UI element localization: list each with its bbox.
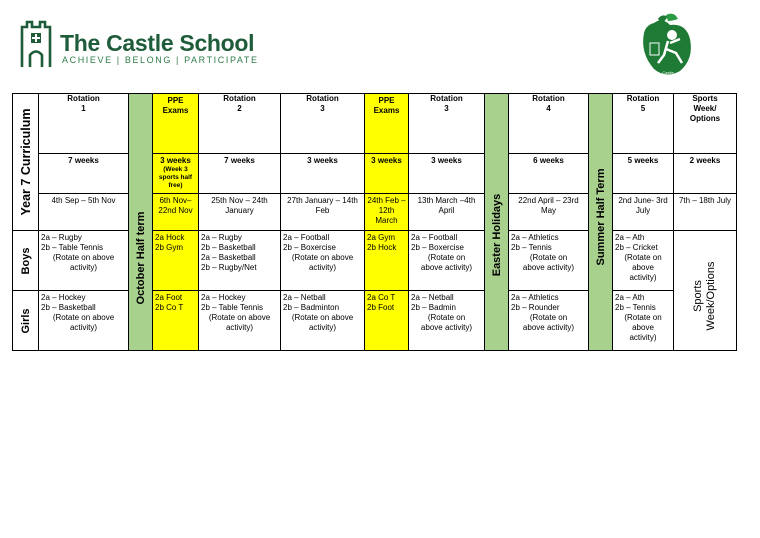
boys-ppe-1	[153, 231, 199, 291]
activity-line: 2b Gym	[155, 243, 184, 252]
activity-line: 2a – Ath	[615, 293, 645, 302]
activity-line: 2b – Rugby/Net	[201, 263, 257, 272]
sports-crest-icon	[636, 13, 696, 79]
activity-line: 2b – Table Tennis	[201, 303, 263, 312]
activity-line: above activity)	[522, 263, 575, 272]
activity-line: 2a – Athletics	[511, 293, 559, 302]
activity-line: (Rotate on	[427, 253, 466, 262]
activity-line: above activity)	[522, 323, 575, 332]
activity-line: 2a – Hockey	[41, 293, 86, 302]
activity-line: 2a – Rugby	[41, 233, 82, 242]
activity-line: 2b Foot	[367, 303, 395, 312]
ppe-1-note: (Week 3 sports half free)	[158, 166, 193, 189]
header-sports-week: Sports Week/ Options	[674, 94, 737, 154]
activity-line: 2a – Hockey	[201, 293, 246, 302]
timetable	[12, 93, 737, 351]
activity-line: 2b Co T	[155, 303, 184, 312]
weeks-rotation-1: 7 weeks	[39, 154, 129, 194]
header-rotation-3a: Rotation 3	[281, 94, 365, 154]
activity-line: 2a Foot	[155, 293, 183, 302]
activity-line: 2b – Rounder	[511, 303, 560, 312]
weeks-rotation-2: 7 weeks	[199, 154, 281, 194]
activity-line: 2a – Ath	[615, 233, 645, 242]
weeks-rotation-5: 5 weeks	[613, 154, 674, 194]
girls-rotation-4	[509, 291, 589, 351]
activity-line: 2a Gym	[367, 233, 396, 242]
header-ppe-exams-1: PPE Exams	[153, 94, 199, 154]
october-half-term: October Half term	[129, 94, 153, 351]
activity-line: 2a – Football	[283, 233, 330, 242]
activity-line: activity)	[308, 323, 337, 332]
activity-line: activity)	[69, 263, 98, 272]
dates-ppe-2: 24th Feb – 12th March	[365, 194, 409, 231]
activity-line: (Rotate on above	[52, 253, 115, 262]
activity-line: 2a – Athletics	[511, 233, 559, 242]
dates-rotation-5: 2nd June- 3rd July	[613, 194, 674, 231]
activity-line: 2b – Boxercise	[283, 243, 336, 252]
activity-line: 2b – Tennis	[615, 303, 656, 312]
dates-sports: 7th – 18th July	[674, 194, 737, 231]
weeks-rotation-3a: 3 weeks	[281, 154, 365, 194]
girls-rotation-3b	[409, 291, 485, 351]
activity-line: (Rotate on	[529, 313, 568, 322]
girls-ppe-1	[153, 291, 199, 351]
weeks-sports: 2 weeks	[674, 154, 737, 194]
activity-line: activity)	[629, 273, 657, 282]
activity-line: 2a – Basketball	[201, 253, 256, 262]
boys-rotation-3a	[281, 231, 365, 291]
castle-logo-icon	[19, 19, 53, 69]
weeks-ppe-2: 3 weeks	[365, 154, 409, 194]
summer-half-term: Summer Half Term	[589, 94, 613, 351]
boys-ppe-2	[365, 231, 409, 291]
girls-rotation-3a	[281, 291, 365, 351]
header-ppe-exams-2: PPE Exams	[365, 94, 409, 154]
school-motto: ACHIEVE | BELONG | PARTICIPATE	[62, 55, 259, 65]
dates-rotation-1: 4th Sep – 5th Nov	[39, 194, 129, 231]
activity-line: activity)	[308, 263, 337, 272]
activity-line: above	[632, 263, 654, 272]
activity-line: 2b – Boxercise	[411, 243, 464, 252]
dates-rotation-3b: 13th March –4th April	[409, 194, 485, 231]
activity-line: 2a Hock	[155, 233, 185, 242]
activity-line: above activity)	[420, 263, 473, 272]
boys-rotation-4	[509, 231, 589, 291]
activity-line: above	[632, 323, 654, 332]
girls-label: Girls	[13, 291, 39, 351]
girls-ppe-2	[365, 291, 409, 351]
activity-line: 2b – Cricket	[615, 243, 658, 252]
dates-ppe-1: 6th Nov– 22nd Nov	[153, 194, 199, 231]
year7-curriculum-label: Year 7 Curriculum	[13, 94, 39, 231]
activity-line: 2b – Table Tennis	[41, 243, 103, 252]
activity-line: (Rotate on	[624, 313, 662, 322]
girls-rotation-2	[199, 291, 281, 351]
activity-line: 2a Co T	[367, 293, 396, 302]
activity-line: (Rotate on	[624, 253, 662, 262]
page-header	[0, 0, 760, 85]
activity-line: 2a – Netball	[283, 293, 326, 302]
activity-line: (Rotate on above	[208, 313, 271, 322]
activity-line: (Rotate on above	[52, 313, 115, 322]
activity-line: 2b Hock	[367, 243, 397, 252]
activity-line: above activity)	[420, 323, 473, 332]
svg-text:Castle: Castle	[662, 70, 674, 75]
school-name: The Castle School	[60, 30, 255, 56]
dates-rotation-2: 25th Nov – 24th January	[199, 194, 281, 231]
boys-rotation-2	[199, 231, 281, 291]
weeks-rotation-4: 6 weeks	[509, 154, 589, 194]
activity-line: activity)	[225, 323, 254, 332]
activity-line: (Rotate on	[427, 313, 466, 322]
activity-line: 2b – Badmin	[411, 303, 456, 312]
activity-line: 2a – Netball	[411, 293, 454, 302]
girls-rotation-1	[39, 291, 129, 351]
header-rotation-5: Rotation 5	[613, 94, 674, 154]
activity-line: 2b – Badminton	[283, 303, 340, 312]
header-rotation-4: Rotation 4	[509, 94, 589, 154]
dates-rotation-3a: 27th January – 14th Feb	[281, 194, 365, 231]
activity-line: 2a – Rugby	[201, 233, 242, 242]
activity-line: activity)	[629, 333, 657, 342]
girls-rotation-5	[613, 291, 674, 351]
activity-line: 2b – Basketball	[201, 243, 256, 252]
boys-rotation-1	[39, 231, 129, 291]
boys-label: Boys	[13, 231, 39, 291]
easter-holidays: Easter Holidays	[485, 94, 509, 351]
header-rotation-2: Rotation 2	[199, 94, 281, 154]
boys-rotation-3b	[409, 231, 485, 291]
header-rotation-1: Rotation 1	[39, 94, 129, 154]
header-rotation-3b: Rotation 3	[409, 94, 485, 154]
boys-rotation-5	[613, 231, 674, 291]
weeks-ppe-1: 3 weeks (Week 3 sports half free)	[153, 154, 199, 194]
weeks-rotation-3b: 3 weeks	[409, 154, 485, 194]
activity-line: 2a – Football	[411, 233, 458, 242]
sports-week-options-vertical: Sports Week/Options	[674, 231, 737, 351]
activity-line: activity)	[69, 323, 98, 332]
activity-line: 2b – Basketball	[41, 303, 96, 312]
activity-line: (Rotate on above	[291, 313, 354, 322]
dates-rotation-4: 22nd April – 23rd May	[509, 194, 589, 231]
activity-line: 2b – Tennis	[511, 243, 552, 252]
activity-line: (Rotate on	[529, 253, 568, 262]
activity-line: (Rotate on above	[291, 253, 354, 262]
